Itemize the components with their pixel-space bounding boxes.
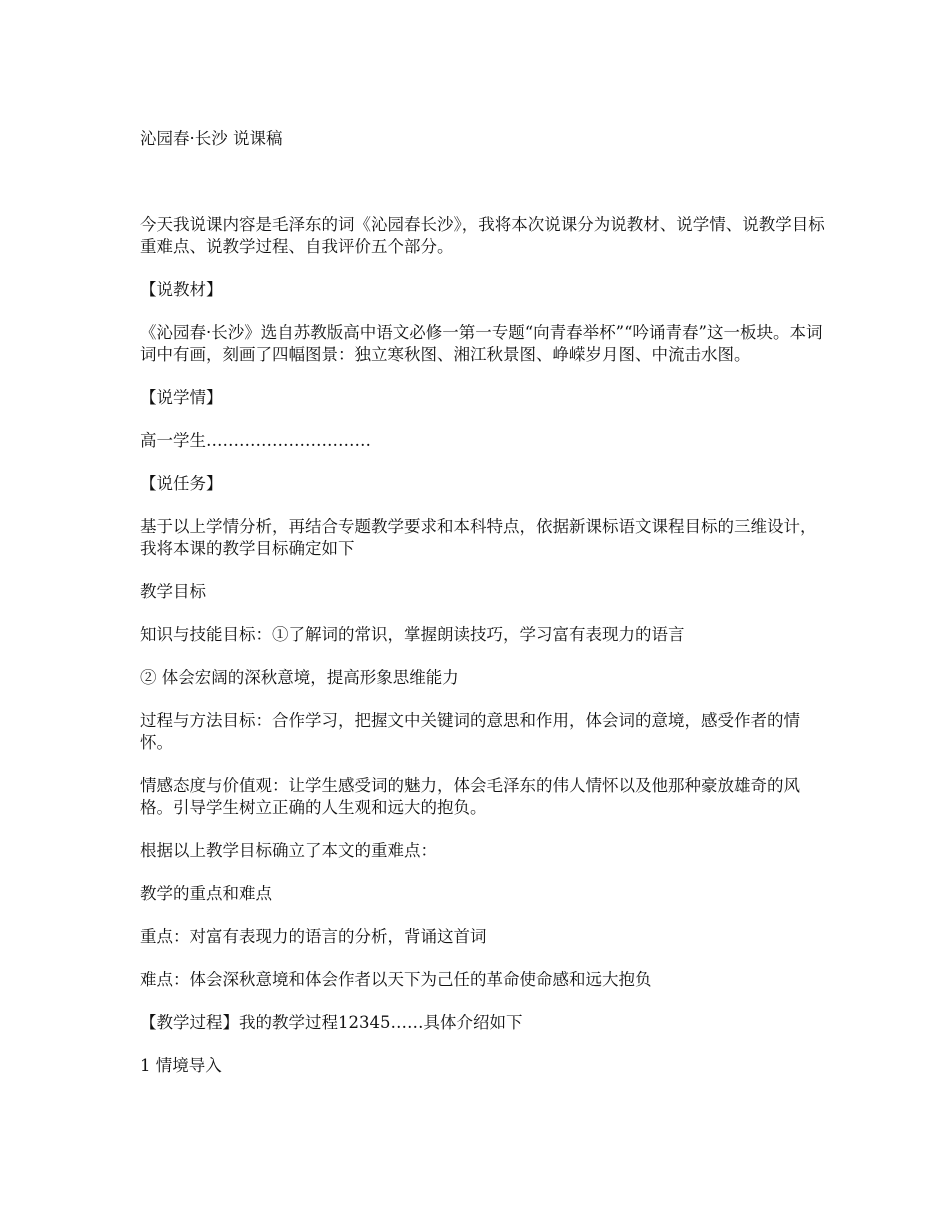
key-points-intro: 根据以上教学目标确立了本文的重难点： <box>140 841 437 860</box>
difficult-point: 难点：体会深秋意境和体会作者以天下为己任的革命使命感和远大抱负 <box>140 970 652 989</box>
process-step-1: 1 情境导入 <box>140 1056 222 1075</box>
document-title: 沁园春·长沙 说课稿 <box>140 129 283 148</box>
section-heading-students: 【说学情】 <box>140 388 223 407</box>
students-paragraph: 高一学生………………………… <box>140 431 371 450</box>
process-method-objective: 过程与方法目标：合作学习，把握文中关键词的意思和作用，体会词的意境，感受作者的情怀。 <box>140 711 800 752</box>
knowledge-skills-objective-2: ② 体会宏阔的深秋意境，提高形象思维能力 <box>140 668 459 687</box>
objectives-heading: 教学目标 <box>140 582 206 601</box>
textbook-paragraph: 《沁园春·长沙》选自苏教版高中语文必修一第一专题“向青春举杯”“吟诵青春”这一板块。本词词中有画，刻画了四幅图景：独立寒秋图、湘江秋景图、峥嵘岁月图、中流击水图。 <box>140 323 823 364</box>
tasks-paragraph: 基于以上学情分析，再结合专题教学要求和本科特点，依据新课标语文课程目标的三维设计，我将本课的教学目标确定如下 <box>140 517 817 558</box>
section-heading-process: 【教学过程】我的教学过程12345……具体介绍如下 <box>140 1013 523 1032</box>
knowledge-skills-objective: 知识与技能目标：①了解词的常识，掌握朗读技巧，学习富有表现力的语言 <box>140 625 685 644</box>
section-heading-tasks: 【说任务】 <box>140 474 223 493</box>
key-point: 重点：对富有表现力的语言的分析，背诵这首词 <box>140 927 487 946</box>
section-heading-textbook: 【说教材】 <box>140 280 223 299</box>
emotion-values-objective: 情感态度与价值观：让学生感受词的魅力，体会毛泽东的伟人情怀以及他那种豪放雄奇的风格。引导学生树立正确的人生观和远大的抱负。 <box>140 776 800 817</box>
document-body <box>140 128 830 1098</box>
intro-paragraph: 今天我说课内容是毛泽东的词《沁园春长沙》，我将本次说课分为说教材、说学情、说教学目标重难点、说教学过程、自我评价五个部分。 <box>140 215 825 256</box>
key-points-heading: 教学的重点和难点 <box>140 884 272 903</box>
